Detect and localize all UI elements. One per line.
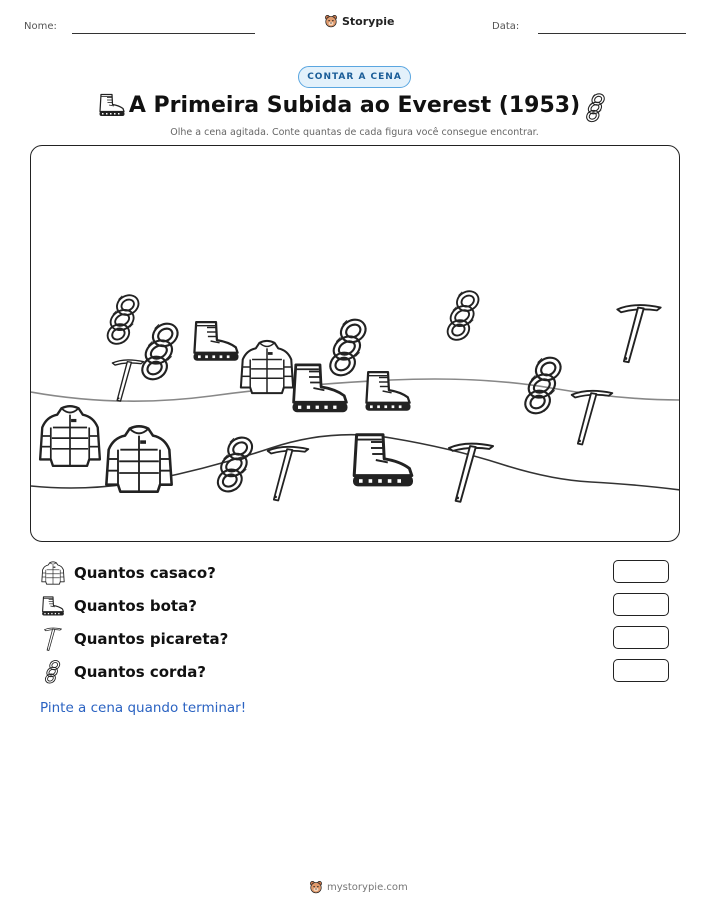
question-row-ice-axe [40, 627, 228, 651]
boot-icon [40, 595, 66, 617]
rope-icon [214, 433, 256, 495]
question-text: Quantos bota? [74, 597, 197, 615]
jacket-icon [106, 426, 171, 491]
site-footer [309, 880, 408, 894]
ice-axe-icon [112, 360, 143, 401]
rope-icon [138, 319, 182, 383]
page-title: A Primeira Subida ao Everest (1953) [128, 93, 581, 118]
answer-box-boot[interactable] [613, 593, 669, 616]
rope-icon [43, 659, 63, 685]
bear-icon [324, 14, 338, 28]
scene-canvas [31, 146, 680, 542]
rope-icon [444, 287, 482, 343]
counting-scene [30, 145, 680, 542]
activity-badge: CONTAR A CENA [298, 66, 411, 88]
question-text: Quantos corda? [74, 663, 207, 681]
rope-icon [521, 353, 565, 417]
bear-icon [309, 880, 323, 894]
answer-box-jacket[interactable] [613, 560, 669, 583]
question-text: Quantos picareta? [74, 630, 229, 648]
boot-icon [194, 322, 239, 361]
ice-axe-icon [43, 626, 63, 652]
brand-logo [324, 14, 394, 28]
ice-axe-icon [572, 391, 613, 445]
question-row-boot [40, 594, 197, 618]
jacket-icon [40, 406, 100, 466]
page-subtitle: Olhe a cena agitada. Conte quantas de cada figura você consegue encontrar. [170, 127, 539, 138]
rope-icon [326, 315, 370, 379]
question-row-rope [40, 660, 206, 684]
date-line[interactable] [538, 33, 686, 34]
ice-axe-icon [449, 444, 493, 502]
ice-axe-icon [268, 447, 309, 501]
name-line[interactable] [72, 33, 255, 34]
answer-box-rope[interactable] [613, 659, 669, 682]
date-label: Data: [492, 21, 520, 32]
boot-icon [353, 435, 413, 487]
answer-box-ice-axe[interactable] [613, 626, 669, 649]
question-row-jacket [40, 561, 216, 585]
jacket-icon [41, 561, 65, 585]
rope-icon [584, 92, 608, 124]
question-text: Quantos casaco? [74, 564, 216, 582]
name-label: Nome: [24, 21, 57, 32]
back-hill-line [31, 379, 680, 401]
site-url[interactable]: mystorypie.com [327, 881, 408, 893]
brand-name: Storypie [342, 14, 395, 28]
boot-icon [366, 372, 411, 411]
ice-axe-icon [617, 305, 660, 362]
boot-icon [293, 365, 348, 412]
rope-icon [104, 291, 142, 347]
jacket-icon [241, 341, 293, 393]
footer-instruction: Pinte a cena quando terminar! [40, 700, 247, 716]
